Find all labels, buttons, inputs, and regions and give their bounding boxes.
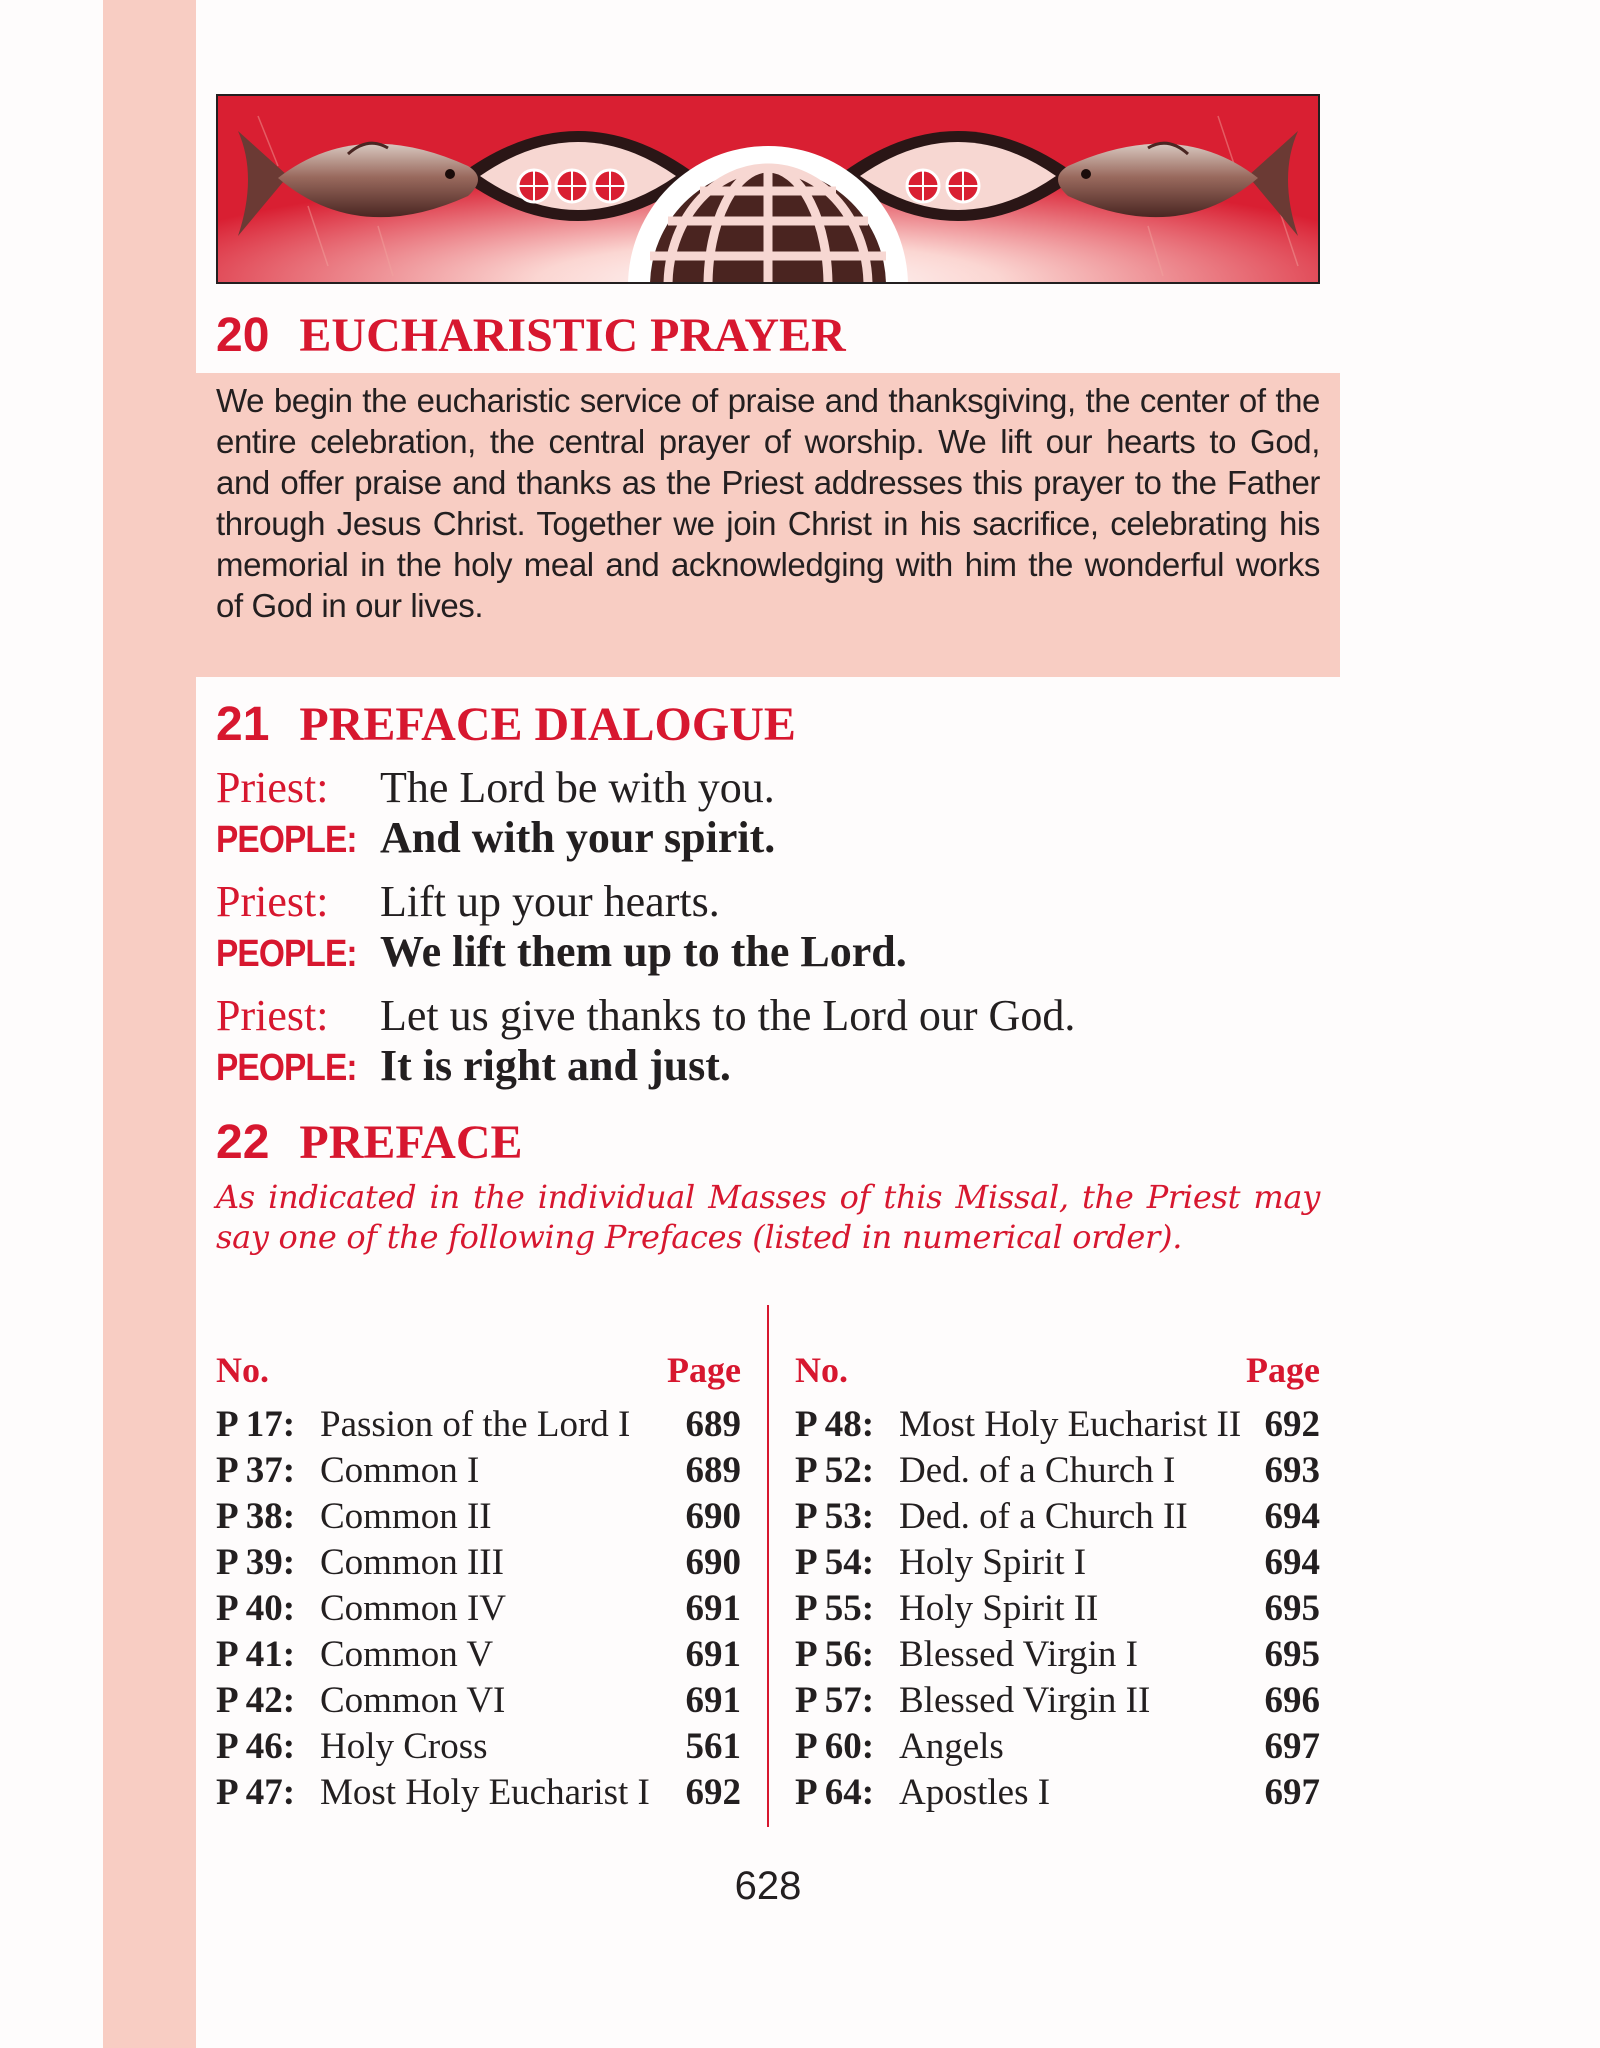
preface-title: Holy Spirit I	[899, 1542, 1087, 1583]
preface-page: 696	[1264, 1680, 1320, 1721]
role-label: PEOPLE:	[216, 933, 357, 975]
dialogue-text: Let us give thanks to the Lord our God.	[380, 991, 1076, 1040]
preface-title: Holy Cross	[320, 1726, 488, 1767]
section-heading-eucharistic-prayer	[216, 308, 846, 364]
preface-code: P 39:	[216, 1542, 296, 1583]
preface-table-left	[216, 1345, 741, 1816]
table-row	[795, 1724, 1320, 1770]
preface-page: 694	[1264, 1542, 1320, 1583]
page-number: 628	[734, 1864, 802, 1908]
dialogue-line	[216, 1041, 1075, 1091]
preface-table-right	[795, 1345, 1320, 1816]
preface-page: 697	[1264, 1726, 1320, 1767]
fish-globe-banner	[216, 94, 1320, 284]
column-divider	[767, 1305, 769, 1827]
table-row	[216, 1678, 741, 1724]
dialogue-exchange-3	[216, 991, 1075, 1091]
preface-code: P 38:	[216, 1496, 296, 1537]
preface-code: P 42:	[216, 1680, 296, 1721]
preface-code: P 64:	[795, 1772, 875, 1813]
dialogue-line	[216, 927, 907, 977]
preface-title: Angels	[899, 1726, 1004, 1767]
preface-code: P 60:	[795, 1726, 875, 1767]
preface-page: 697	[1264, 1772, 1320, 1813]
preface-code: P 57:	[795, 1680, 875, 1721]
preface-title: Blessed Virgin II	[899, 1680, 1151, 1721]
header-no: No.	[795, 1350, 848, 1390]
section-heading-preface-dialogue	[216, 697, 796, 753]
table-row	[795, 1770, 1320, 1816]
table-row	[795, 1402, 1320, 1448]
preface-code: P 46:	[216, 1726, 296, 1767]
preface-code: P 41:	[216, 1634, 296, 1675]
preface-code: P 54:	[795, 1542, 875, 1583]
header-page: Page	[1246, 1350, 1320, 1390]
preface-page: 694	[1264, 1496, 1320, 1537]
role-label: Priest:	[216, 877, 329, 926]
dialogue-text: It is right and just.	[380, 1041, 731, 1090]
table-row	[216, 1724, 741, 1770]
table-row	[795, 1678, 1320, 1724]
preface-code: P 53:	[795, 1496, 875, 1537]
preface-page: 695	[1264, 1588, 1320, 1629]
preface-page: 689	[685, 1450, 741, 1491]
dialogue-exchange-1	[216, 763, 775, 863]
preface-page: 689	[685, 1404, 741, 1445]
preface-title: Common V	[320, 1634, 494, 1675]
dialogue-text: And with your spirit.	[380, 813, 776, 862]
preface-code: P 17:	[216, 1404, 296, 1445]
table-row	[795, 1586, 1320, 1632]
preface-page: 695	[1264, 1634, 1320, 1675]
preface-title: Ded. of a Church I	[899, 1450, 1176, 1491]
dialogue-text: The Lord be with you.	[380, 763, 775, 812]
preface-code: P 52:	[795, 1450, 875, 1491]
role-label: Priest:	[216, 763, 329, 812]
banner-illustration	[218, 96, 1318, 282]
table-row	[216, 1540, 741, 1586]
preface-page: 692	[1264, 1404, 1320, 1445]
table-header	[216, 1345, 741, 1395]
preface-title: Common II	[320, 1496, 492, 1537]
table-row	[216, 1632, 741, 1678]
table-row	[216, 1448, 741, 1494]
role-label: PEOPLE:	[216, 1047, 357, 1089]
preface-code: P 47:	[216, 1772, 296, 1813]
header-page: Page	[667, 1350, 741, 1390]
preface-page: 692	[685, 1772, 741, 1813]
preface-title: Apostles I	[899, 1772, 1051, 1813]
preface-code: P 55:	[795, 1588, 875, 1629]
dialogue-line	[216, 991, 1075, 1041]
preface-page: 690	[685, 1496, 741, 1537]
preface-page: 691	[685, 1634, 741, 1675]
role-label: PEOPLE:	[216, 819, 357, 861]
preface-code: P 37:	[216, 1450, 296, 1491]
preface-title: Holy Spirit II	[899, 1588, 1099, 1629]
preface-title: Common VI	[320, 1680, 506, 1721]
dialogue-line	[216, 763, 775, 813]
dialogue-line	[216, 877, 907, 927]
section-number: 20	[216, 309, 270, 362]
preface-page: 690	[685, 1542, 741, 1583]
header-no: No.	[216, 1350, 269, 1390]
preface-title: Common III	[320, 1542, 504, 1583]
table-row	[795, 1494, 1320, 1540]
dialogue-exchange-2	[216, 877, 907, 977]
table-row	[795, 1632, 1320, 1678]
section-number: 21	[216, 698, 270, 751]
section-title: EUCHARISTIC PRAYER	[299, 309, 846, 362]
preface-code: P 56:	[795, 1634, 875, 1675]
preface-page: 691	[685, 1588, 741, 1629]
section-title: PREFACE	[299, 1116, 523, 1169]
preface-page: 561	[685, 1726, 741, 1767]
preface-page: 693	[1264, 1450, 1320, 1491]
preface-page: 691	[685, 1680, 741, 1721]
left-margin-strip	[103, 0, 196, 2048]
dialogue-text: Lift up your hearts.	[380, 877, 720, 926]
preface-title: Common IV	[320, 1588, 507, 1629]
dialogue-text: We lift them up to the Lord.	[380, 927, 907, 976]
section-heading-preface	[216, 1115, 523, 1171]
preface-title: Common I	[320, 1450, 480, 1491]
preface-title: Passion of the Lord I	[320, 1404, 631, 1445]
table-header	[795, 1345, 1320, 1395]
table-row	[216, 1494, 741, 1540]
preface-title: Blessed Virgin I	[899, 1634, 1138, 1675]
dialogue-line	[216, 813, 775, 863]
table-row	[795, 1448, 1320, 1494]
table-rows	[216, 1402, 741, 1816]
preface-code: P 48:	[795, 1404, 875, 1445]
role-label: Priest:	[216, 991, 329, 1040]
table-row	[216, 1402, 741, 1448]
intro-paragraph: We begin the eucharistic service of praise and thanksgiving, the center of the entire celebration, the central prayer of worship. We lift our hearts to God, and offer praise and thanks as the Priest addresses this prayer to the Father through Jesus Christ. Together we join Christ in his sacrifice, celebrating his memorial in the holy meal and acknowledging with him the wonderful works of God in our lives.	[216, 382, 1320, 624]
table-rows	[795, 1402, 1320, 1816]
preface-title: Ded. of a Church II	[899, 1496, 1188, 1537]
preface-rubric: As indicated in the individual Masses of this Missal, the Priest may say one of the following Prefaces (listed in numerical order).	[216, 1178, 1320, 1256]
section-number: 22	[216, 1116, 270, 1169]
section-title: PREFACE DIALOGUE	[299, 698, 796, 751]
table-row	[216, 1770, 741, 1816]
preface-title: Most Holy Eucharist II	[899, 1404, 1242, 1445]
preface-title: Most Holy Eucharist I	[320, 1772, 650, 1813]
table-row	[795, 1540, 1320, 1586]
preface-code: P 40:	[216, 1588, 296, 1629]
table-row	[216, 1586, 741, 1632]
